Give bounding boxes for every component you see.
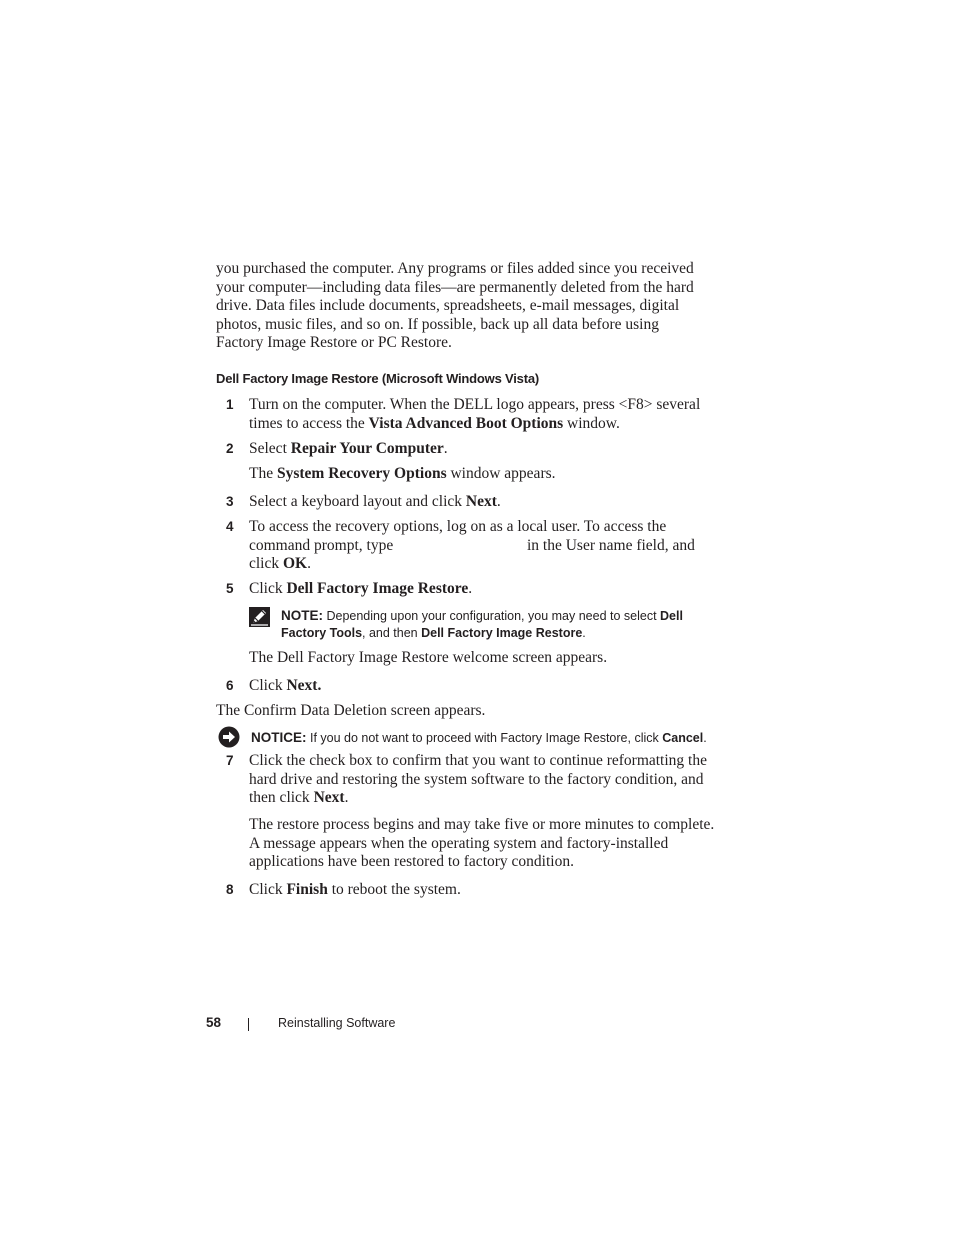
text-run: times to access the <box>249 414 369 432</box>
text-run: . <box>468 580 473 597</box>
notice-arrow-icon <box>218 726 240 748</box>
ui-term: System Recovery Options <box>276 465 447 482</box>
footer-chapter-title: Reinstalling Software <box>278 1016 396 1030</box>
text-run: . <box>443 440 448 457</box>
step-number: 1 <box>226 397 234 412</box>
step-number: 2 <box>226 441 234 456</box>
note-line <box>281 625 711 642</box>
intro-line: you purchased the computer. Any programs or files added since you received <box>216 260 694 277</box>
step-number: 3 <box>226 494 234 509</box>
step-4-line <box>249 555 717 574</box>
text-run: then click <box>249 789 314 807</box>
ui-term: Factory Tools <box>281 626 363 640</box>
ui-term: Dell <box>660 609 683 623</box>
text-run: . <box>496 493 501 510</box>
page-number: 58 <box>206 1015 222 1030</box>
text-run: Depending upon your configuration, you may need to select <box>323 609 661 623</box>
text-run: Click <box>249 580 287 597</box>
ui-term: Dell Factory Image Restore <box>421 626 583 640</box>
ui-term: Next <box>313 789 345 807</box>
text-run: If you do not want to proceed with Factory Image Restore, click <box>306 731 663 745</box>
step-number: 6 <box>226 678 234 693</box>
text-run: Click <box>249 677 287 694</box>
ui-term: Vista Advanced Boot Options <box>368 414 564 432</box>
text-run: click <box>249 555 283 573</box>
step-3-text <box>249 493 717 512</box>
step-7-followup-line: A message appears when the operating system and factory-installed <box>249 834 669 852</box>
step-7-followup <box>249 816 717 872</box>
confirm-text: The Confirm Data Deletion screen appears. <box>216 702 486 719</box>
footer-divider <box>248 1018 249 1031</box>
step-8-text <box>249 881 717 900</box>
step-2-text <box>249 440 717 459</box>
ui-term: Cancel <box>662 731 704 745</box>
ui-term: Finish <box>286 881 328 898</box>
section-heading: Dell Factory Image Restore (Microsoft Windows Vista) <box>216 371 539 386</box>
step-1-line: Turn on the computer. When the DELL logo appears, press <F8> several <box>249 396 701 413</box>
text-run: command prompt, type <box>249 536 394 554</box>
step-4-line: To access the recovery options, log on as a local user. To access the <box>249 518 667 535</box>
ui-term: Next. <box>286 677 322 694</box>
text-run: Click <box>249 881 287 898</box>
step-5-followup: The Dell Factory Image Restore welcome screen appears. <box>249 649 608 666</box>
intro-line: photos, music files, and so on. If possible, back up all data before using <box>216 315 659 333</box>
text-run: in the User name field, and <box>527 536 695 554</box>
intro-line: your computer—including data files—are permanently deleted from the hard <box>216 278 694 296</box>
note-line <box>281 607 711 625</box>
step-7-line: hard drive and restoring the system software to the factory condition, and <box>249 770 704 788</box>
step-number: 5 <box>226 581 234 596</box>
intro-line: drive. Data files include documents, spreadsheets, e-mail messages, digital <box>216 297 680 315</box>
text-run: , and then <box>362 626 422 640</box>
step-4-line <box>249 537 717 556</box>
step-2-followup <box>249 465 717 484</box>
step-4-text <box>249 518 717 574</box>
text-run: The <box>249 465 277 482</box>
text-run: Select a keyboard layout and click <box>249 493 466 510</box>
text-run: window. <box>563 414 620 432</box>
note-text <box>281 607 711 642</box>
step-number: 4 <box>226 519 234 534</box>
text-run: . <box>582 626 586 640</box>
step-number: 8 <box>226 882 234 897</box>
step-5-text <box>249 580 717 599</box>
note-label: NOTE: <box>281 608 323 623</box>
notice-label: NOTICE: <box>251 730 307 745</box>
notice-text <box>251 729 721 747</box>
step-number: 7 <box>226 753 234 768</box>
ui-term: OK <box>283 555 308 573</box>
step-6-text <box>249 677 717 696</box>
step-7-text <box>249 752 717 808</box>
text-run: Select <box>249 440 291 457</box>
step-7-line <box>249 789 717 808</box>
step-7-followup-line: applications have been restored to factory condition. <box>249 853 574 871</box>
ui-term: Dell Factory Image Restore <box>286 580 469 597</box>
text-run: window appears. <box>446 465 556 482</box>
intro-paragraph <box>216 260 716 353</box>
text-run: . <box>703 731 707 745</box>
text-run: to reboot the system. <box>327 881 461 898</box>
text-run: . <box>307 555 311 573</box>
ui-term: Next <box>465 493 497 510</box>
text-run: . <box>344 789 349 807</box>
step-7-followup-line: The restore process begins and may take five or more minutes to complete. <box>249 816 715 833</box>
ui-term: Repair Your Computer <box>290 440 444 457</box>
intro-line: Factory Image Restore or PC Restore. <box>216 334 452 352</box>
step-1-line <box>249 415 717 434</box>
pencil-note-icon <box>249 607 270 627</box>
step-1-text <box>249 396 717 433</box>
step-7-line: Click the check box to confirm that you want to continue reformatting the <box>249 752 707 769</box>
